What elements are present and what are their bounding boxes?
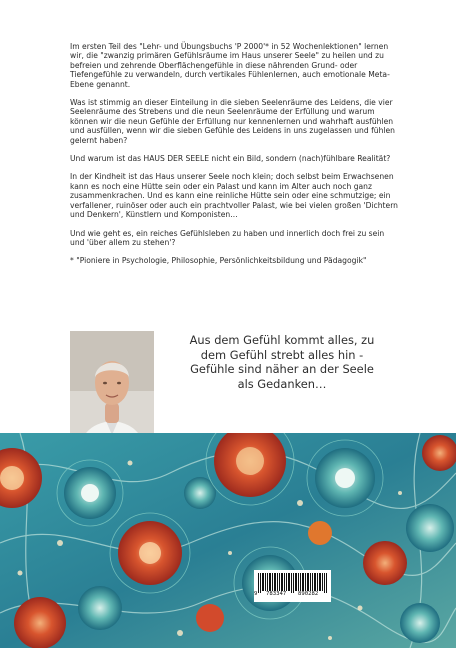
blurb-text <box>70 42 400 266</box>
footnote: * "Pioniere in Psychologie, Philosophie, Persönlichkeitsbildung und Pädagogik" <box>70 256 367 266</box>
barcode-bars <box>258 573 327 593</box>
isbn-barcode <box>254 570 331 602</box>
barcode-digit-lead: 9 <box>254 591 258 597</box>
quote-text: Aus dem Gefühl kommt alles, zu dem Gefühl strebt alles hin - Gefühle sind näher an der Seele als Gedanken… <box>189 333 375 391</box>
barcode-digits-right: 890282 <box>298 591 319 597</box>
paisley-artwork <box>0 433 456 648</box>
blurb-paragraph-4: In der Kindheit ist das Haus unserer Seele noch klein; doch selbst beim Erwachsenen kann es noch eine Hütte sein oder ein Palast und kann im Alter auch noch ganz zusammenkrachen. Und es kann eine reinliche Hütte sein oder eine schmutzige; ein verfallener, ruinöser oder auch ein prachtvoller Palast, wie bei vielen großen 'Dichtern und Denkern', Künstlern und Komponisten… <box>70 172 398 220</box>
blurb-paragraph-2: Was ist stimmig an dieser Einteilung in die sieben Seelenräume des Leidens, die vier Seelenräume des Strebens und die neun Seelenräume der Erfüllung und warum können wir die neun Gefühle der Erfüllung nur kennenlernen und wahrhaft ausfühlen und ausfüllen, wenn wir die sieben Gefühle des Leidens in uns zugelassen und fühlen gelernt haben? <box>70 98 395 145</box>
blurb-paragraph-1: Im ersten Teil des "Lehr- und Übungsbuchs 'P 2000'* in 52 Wochenlektionen" lernen wir, die "zwanzig primären Gefühlsräume im Haus unserer Seele" zu heilen und zu befreien und zehrende Oberflächengefühle in diese nährenden Grund- oder Tiefengefühle zu verwandeln, durch vertikales Fühlenlernen, auch emotionale Meta-Ebene genannt. <box>70 42 390 89</box>
blurb-paragraph-5: Und wie geht es, ein reiches Gefühlsleben zu haben und innerlich doch frei zu sein und 'über allem zu stehen'? <box>70 228 385 247</box>
blurb-paragraph-3: Und warum ist das HAUS DER SEELE nicht ein Bild, sondern (nach)fühlbare Realität? <box>70 154 391 164</box>
barcode-digits-left: 783347 <box>266 591 287 597</box>
